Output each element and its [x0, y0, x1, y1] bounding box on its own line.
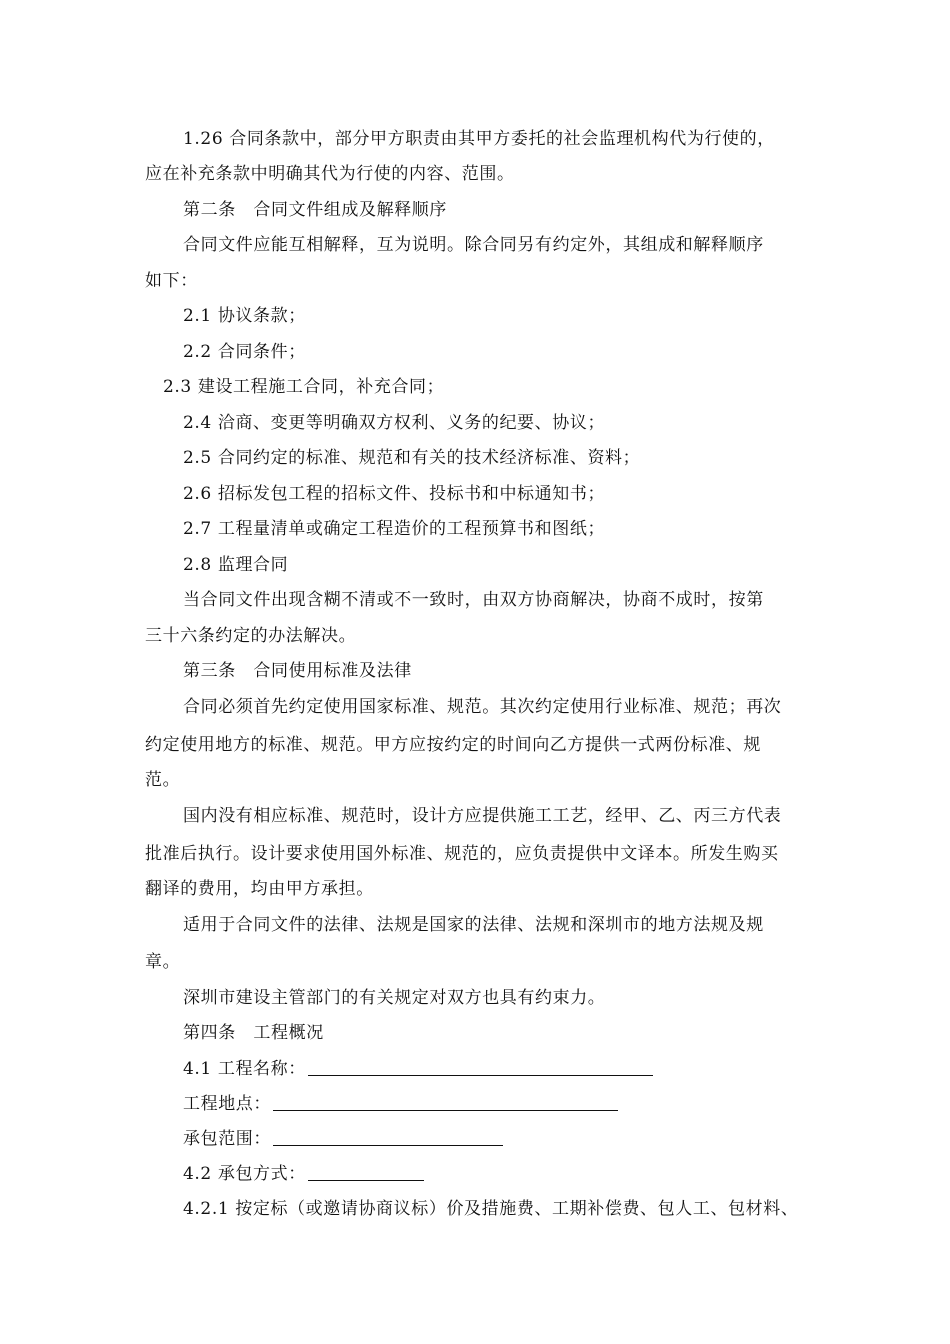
text-line: 4.2.1 按定标（或邀请协商议标）价及措施费、工期补偿费、包人工、包材料、: [183, 1199, 799, 1219]
contract-scope-field[interactable]: [273, 1129, 503, 1146]
project-location-field[interactable]: [273, 1094, 618, 1111]
text-line: 国内没有相应标准、规范时，设计方应提供施工工艺，经甲、乙、丙三方代表: [183, 806, 782, 826]
text-line: 如下：: [145, 271, 198, 291]
list-item: 2.7 工程量清单或确定工程造价的工程预算书和图纸；: [183, 519, 606, 539]
text-line: 约定使用地方的标准、规范。甲方应按约定的时间向乙方提供一式两份标准、规: [145, 735, 761, 755]
project-name-field[interactable]: [308, 1059, 653, 1076]
list-item: 2.6 招标发包工程的招标文件、投标书和中标通知书；: [183, 484, 606, 504]
text-line: 当合同文件出现含糊不清或不一致时，由双方协商解决，协商不成时，按第: [183, 590, 764, 610]
text-line: 深圳市建设主管部门的有关规定对双方也具有约束力。: [183, 988, 606, 1008]
list-item: 2.3 建设工程施工合同，补充合同；: [163, 377, 445, 397]
section-heading: 第四条 工程概况: [183, 1023, 324, 1043]
contract-method-field[interactable]: [308, 1164, 424, 1181]
text-line: 合同文件应能互相解释，互为说明。除合同另有约定外，其组成和解释顺序: [183, 235, 764, 255]
project-location-row: [183, 1092, 618, 1116]
list-item: 2.8 监理合同: [183, 555, 289, 575]
contract-method-label: 4.2 承包方式：: [183, 1164, 306, 1184]
text-line: 翻译的费用，均由甲方承担。: [145, 879, 374, 899]
section-heading: 第二条 合同文件组成及解释顺序: [183, 200, 447, 220]
text-line: 三十六条约定的办法解决。: [145, 626, 357, 646]
contract-method-row: [183, 1162, 424, 1186]
section-heading: 第三条 合同使用标准及法律: [183, 661, 412, 681]
list-item: 2.4 洽商、变更等明确双方权利、义务的纪要、协议；: [183, 413, 606, 433]
project-name-label: 4.1 工程名称：: [183, 1059, 306, 1079]
contract-scope-row: [183, 1127, 503, 1151]
text-line: 合同必须首先约定使用国家标准、规范。其次约定使用行业标准、规范；再次: [183, 697, 782, 717]
text-line: 应在补充条款中明确其代为行使的内容、范围。: [145, 164, 515, 184]
text-line: 批准后执行。设计要求使用国外标准、规范的，应负责提供中文译本。所发生购买: [145, 844, 779, 864]
project-name-row: [183, 1057, 653, 1081]
text-line: 范。: [145, 770, 181, 790]
contract-scope-label: 承包范围：: [183, 1129, 271, 1149]
list-item: 2.1 协议条款；: [183, 306, 306, 326]
list-item: 2.5 合同约定的标准、规范和有关的技术经济标准、资料；: [183, 448, 641, 468]
text-line: 1.26 合同条款中，部分甲方职责由其甲方委托的社会监理机构代为行使的，: [183, 129, 775, 149]
text-line: 适用于合同文件的法律、法规是国家的法律、法规和深圳市的地方法规及规: [183, 915, 764, 935]
list-item: 2.2 合同条件；: [183, 342, 306, 362]
text-line: 章。: [145, 952, 181, 972]
project-location-label: 工程地点：: [183, 1094, 271, 1114]
